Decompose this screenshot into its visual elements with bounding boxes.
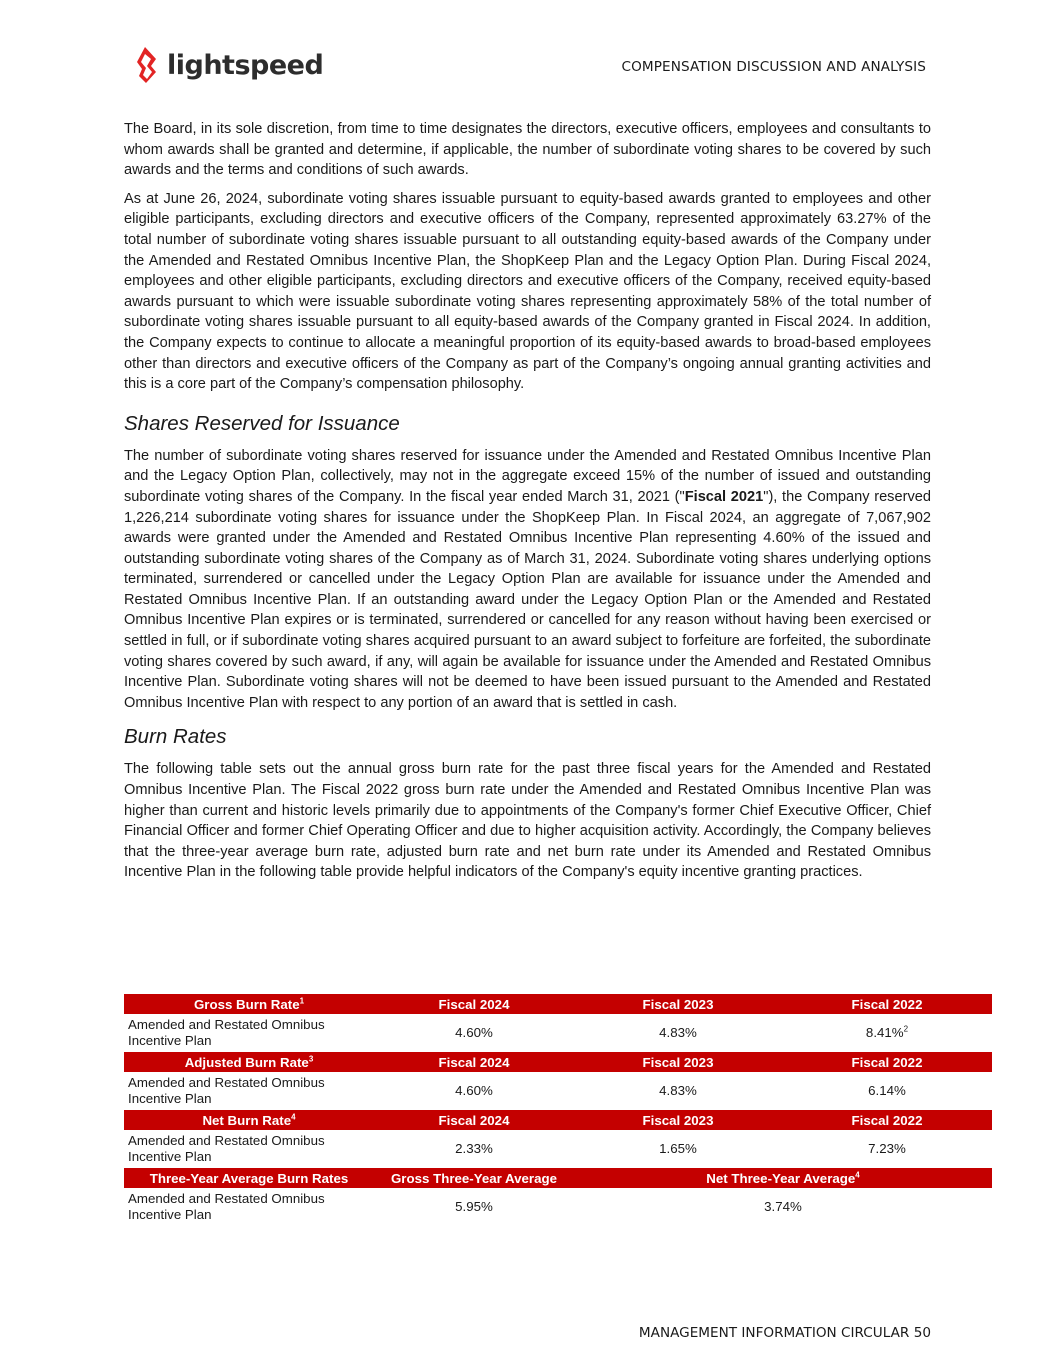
header-net-three-year: Net Three-Year Average$^4$ [574, 1168, 992, 1188]
table-cell: 4.83% [659, 1025, 697, 1040]
table-header-row [124, 994, 992, 1014]
header-fiscal-2022: Fiscal 2022 [782, 994, 992, 1014]
table-row [124, 1188, 992, 1226]
table-cell: 4.60% [455, 1083, 493, 1098]
header-net-burn-rate: Net Burn Rate$^4$ [124, 1110, 374, 1130]
header-gross-three-year: Gross Three-Year Average [374, 1168, 574, 1188]
table-row [124, 1014, 992, 1052]
table-header-row [124, 1110, 992, 1130]
paragraph-board: The Board, in its sole discretion, from time to time designates the directors, executive officers, employees and consultants to whom awards shall be granted and determine, if applicable, the number of subordinate voting shares to be covered by such awards and the terms and conditions of such awards. [124, 121, 931, 179]
header-adjusted-burn-rate: Adjusted Burn Rate$^3$ [124, 1052, 374, 1072]
table-row [124, 1072, 992, 1110]
heading-shares-reserved: Shares Reserved for Issuance [124, 411, 400, 435]
table-header-row [124, 1168, 992, 1188]
table-cell: 8.41%$^2$ [865, 1024, 909, 1040]
table-cell: 4.83% [659, 1083, 697, 1098]
paragraph-shares-part2: "), the Company reserved 1,226,214 subordinate voting shares for issuance under the ShopKeep Plan. In Fiscal 2024, an aggregate of 7,067,902 awards were granted under the Amended and Restated Omnibus Incentive Plan representing 4.60% of the issued and outstanding subordinate voting shares of the Company as of March 31, 2024. Subordinate voting shares underlying options terminated, surrendered or cancelled under the Legacy Option Plan are available for issuance under the Amended and Restated Omnibus Incentive Plan. If an outstanding award under the Legacy Option Plan or the Amended and Restated Omnibus Incentive Plan expires or is terminated, surrendered or cancelled for any reason without having been exercised or settled in full, or if subordinate voting shares acquired pursuant to an award subject to forfeiture are forfeited, the subordinate voting shares covered by such award, if any, will again be available for issuance under the Amended and Restated Omnibus Incentive Plan. Subordinate voting shares will not be deemed to have been issued pursuant to the Amended and Restated Omnibus Incentive Plan with respect to any portion of an award that is settled in cash. [124, 488, 931, 711]
table-cell: 5.95% [455, 1199, 493, 1214]
header-fiscal-2024: Fiscal 2024 [374, 1052, 574, 1072]
header-fiscal-2024: Fiscal 2024 [374, 994, 574, 1014]
page-content [124, 119, 931, 883]
header-fiscal-2024: Fiscal 2024 [374, 1110, 574, 1130]
table-cell: 7.23% [868, 1141, 906, 1156]
header-gross-burn-rate: Gross Burn Rate$^1$ [124, 994, 374, 1014]
row-label: Amended and Restated Omnibus Incentive Plan [128, 1075, 325, 1106]
burn-rate-table [124, 994, 992, 1226]
table-cell: 2.33% [455, 1141, 493, 1156]
lightspeed-flame-icon [135, 46, 161, 84]
heading-burn-rates: Burn Rates [124, 725, 227, 749]
company-logo [135, 46, 323, 84]
header-fiscal-2023: Fiscal 2023 [574, 994, 782, 1014]
table-cell: 1.65% [659, 1141, 697, 1156]
header-fiscal-2022: Fiscal 2022 [782, 1110, 992, 1130]
header-fiscal-2023: Fiscal 2023 [574, 1052, 782, 1072]
row-label: Amended and Restated Omnibus Incentive Plan [128, 1017, 325, 1048]
paragraph-shares-reserved [124, 446, 931, 714]
header-three-year-average: Three-Year Average Burn Rates [124, 1168, 374, 1188]
header-fiscal-2023: Fiscal 2023 [574, 1110, 782, 1130]
row-label: Amended and Restated Omnibus Incentive Plan [128, 1191, 325, 1222]
paragraph-equity-awards: As at June 26, 2024, subordinate voting shares issuable pursuant to equity-based awards granted to employees and other eligible participants, excluding directors and executive officers of the Company, represented approximately 63.27% of the total number of subordinate voting shares issuable pursuant to all outstanding equity-based awards of the Company under the Amended and Restated Omnibus Incentive Plan, the ShopKeep Plan and the Legacy Option Plan. During Fiscal 2024, employees and other eligible participants, excluding directors and executive officers of the Company, received equity-based awards pursuant to which were issuable subordinate voting shares representing approximately 58% of the total number of subordinate voting shares issuable pursuant to all equity-based awards of the Company granted in Fiscal 2024. In addition, the Company expects to continue to allocate a meaningful proportion of its equity-based awards to broad-based employees other than directors and executive officers of the Company as part of the Company’s ongoing annual granting activities and this is a core part of the Company’s compensation philosophy. [124, 190, 931, 393]
logo-wordmark: lightspeed [167, 49, 324, 81]
paragraph-burn-rates: The following table sets out the annual gross burn rate for the past three fiscal years for the Amended and Restated Omnibus Incentive Plan. The Fiscal 2022 gross burn rate under the Amended and Restated Omnibus Incentive Plan was higher than current and historic levels primarily due to appointments of the Company's former Chief Executive Officer, Chief Financial Officer and former Chief Operating Officer and due to higher acquisition activity. Accordingly, the Company believes that the three-year average burn rate, adjusted burn rate and net burn rate under its Amended and Restated Omnibus Incentive Plan in the following table provide helpful indicators of the Company's equity incentive granting practices. [124, 761, 931, 881]
row-label: Amended and Restated Omnibus Incentive Plan [128, 1133, 325, 1164]
page-footer: MANAGEMENT INFORMATION CIRCULAR 50 [638, 1325, 931, 1341]
table-row [124, 1130, 992, 1168]
table-header-row [124, 1052, 992, 1072]
table-cell: 6.14% [868, 1083, 906, 1098]
defined-term-fiscal-2021: Fiscal 2021 [684, 488, 764, 505]
table-cell: 4.60% [455, 1025, 493, 1040]
header-fiscal-2022: Fiscal 2022 [782, 1052, 992, 1072]
table-cell: 3.74% [764, 1199, 802, 1214]
paragraph-shares-part1: The number of subordinate voting shares reserved for issuance under the Amended and Restated Omnibus Incentive Plan and the Legacy Option Plan, collectively, may not in the aggregate exceed 15% of the number of issued and outstanding subordinate voting shares of the Company. In the fiscal year ended March 31, 2021 (" [124, 447, 931, 505]
section-title: COMPENSATION DISCUSSION AND ANALYSIS [621, 59, 926, 75]
